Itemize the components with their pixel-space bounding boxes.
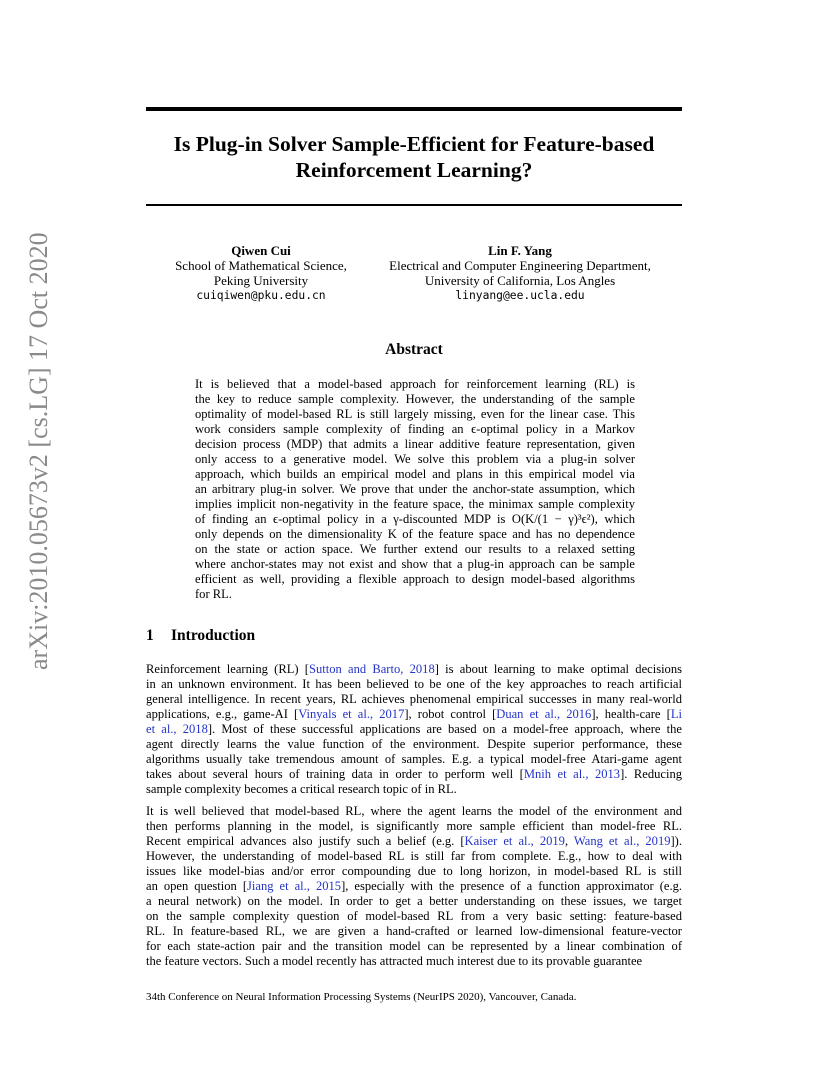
- abstract-line: It is believed that a model-based approach for reinforcement learning (RL) is: [195, 377, 635, 391]
- citation-link[interactable]: Mnih et al., 2013: [523, 767, 621, 781]
- abstract-line: decision process (MDP) that admits a linear additive feature representation, given: [195, 437, 635, 451]
- intro-paragraph-2: [146, 804, 682, 969]
- citation-link[interactable]: Wang et al., 2019: [573, 834, 671, 848]
- abstract-line: efficient as well, providing a flexible approach to design model-based algorithms: [195, 572, 635, 586]
- abstract-line: the key to reduce sample complexity. However, the understanding of the sample: [195, 392, 635, 406]
- citation-link[interactable]: Sutton and Barto, 2018: [308, 662, 435, 676]
- section-number: 1: [146, 627, 154, 644]
- abstract-line: only depends on the dimensionality K of the feature space and has no dependence: [195, 527, 635, 541]
- author-email: cuiqiwen@pku.edu.cn: [196, 289, 326, 302]
- abstract-line: approach, which builds an empirical model and plans in this empirical model via: [195, 467, 635, 481]
- abstract-heading: Abstract: [385, 341, 443, 358]
- abstract-line: on the state or action space. We further extend our results to a relaxed setting: [195, 542, 635, 556]
- title-rule-top: [146, 107, 682, 111]
- text-line: However, the understanding of model-based RL is still far from complete. E.g., how to deal with: [146, 849, 682, 863]
- abstract-line: optimality of model-based RL is still largely missing, even for the linear case. This: [195, 407, 635, 421]
- text-line: applications, e.g., game-AI [Vinyals et al., 2017], robot control [Duan et al., 2016], health-care [Li: [146, 707, 682, 721]
- abstract-line: implies implicit non-negativity in the feature space, the minimax sample complexity: [195, 497, 635, 511]
- text-line: RL. In feature-based RL, we are given a hand-crafted or learned low-dimensional feature-vector: [146, 924, 682, 938]
- title-rule-bottom: [146, 204, 682, 206]
- text-line: then performs planning in the model, is significantly more sample efficient than model-free RL.: [146, 819, 682, 833]
- arxiv-stamp: arXiv:2010.05673v2 [cs.LG] 17 Oct 2020: [24, 232, 53, 670]
- text-line: agent directly learns the value function of the environment. Despite superior performance, these: [146, 737, 682, 751]
- text-line: general intelligence. In recent years, RL achieves phenomenal empirical successes in many real-world: [146, 692, 682, 706]
- text-line: in an unknown environment. It has been believed to be one of the key approaches to reach artificial: [146, 677, 682, 691]
- text-line: et al., 2018]. Most of these successful applications are based on a model-free approach, where the: [146, 722, 682, 736]
- abstract-line: work considers sample complexity of finding an ϵ-optimal policy in a Markov: [195, 422, 635, 436]
- author-affiliation: School of Mathematical Science,: [175, 258, 347, 273]
- abstract-line: an arbitrary plug-in solver. We prove that under the anchor-state assumption, which: [195, 482, 635, 496]
- author-name: Qiwen Cui: [231, 243, 291, 258]
- abstract-line: where anchor-states may not exist and show that a plug-in approach can be sample: [195, 557, 635, 571]
- citation-link[interactable]: Duan et al., 2016: [496, 707, 592, 721]
- section-heading: [146, 627, 255, 645]
- text-line: on the sample complexity question of model-based RL from a very basic setting: feature-based: [146, 909, 682, 923]
- text-line: the feature vectors. Such a model recently has attracted much interest due to its provable guarantee: [146, 954, 643, 968]
- citation-link[interactable]: Kaiser et al., 2019: [464, 834, 565, 848]
- author-block: [160, 243, 362, 303]
- text-line: algorithms usually take tremendous amount of samples. E.g. a typical model-free Atari-game agent: [146, 752, 682, 766]
- title-line: Reinforcement Learning?: [295, 158, 533, 182]
- citation-link[interactable]: et al., 2018: [146, 722, 208, 736]
- author-affiliation: Peking University: [213, 273, 309, 288]
- abstract-body: [195, 377, 635, 602]
- author-name: Lin F. Yang: [488, 243, 552, 258]
- abstract-line: for RL.: [195, 587, 232, 601]
- abstract-line: of finding an ϵ-optimal policy in a γ-discounted MDP is O(K/(1 − γ)³ϵ²), which: [195, 512, 635, 526]
- text-line: Recent empirical advances also justify such a belief (e.g. [Kaiser et al., 2019, Wang et al., 2019]).: [146, 834, 682, 848]
- text-line: an open question [Jiang et al., 2015], especially with the presence of a function approximator (e.g.: [146, 879, 683, 893]
- text-line: It is well believed that model-based RL, where the agent learns the model of the environment and: [146, 804, 682, 818]
- intro-paragraph-1: [146, 662, 682, 797]
- author-affiliation: University of California, Los Angles: [424, 273, 616, 288]
- text-line: Reinforcement learning (RL) [Sutton and Barto, 2018] is about learning to make optimal decisions: [146, 662, 682, 676]
- citation-link[interactable]: Jiang et al., 2015: [247, 879, 342, 893]
- author-affiliation: Electrical and Computer Engineering Department,: [389, 258, 651, 273]
- abstract-line: only access to a generative model. We solve this problem via a plug-in solver: [195, 452, 635, 466]
- text-line: sample complexity becomes a critical research topic of in RL.: [146, 782, 457, 796]
- text-line: issues like model-bias and/or error compounding due to long horizon, in model-based RL is still: [146, 864, 682, 878]
- author-block: [372, 243, 668, 303]
- author-email: linyang@ee.ucla.edu: [455, 289, 585, 302]
- citation-link[interactable]: Vinyals et al., 2017: [298, 707, 405, 721]
- title-line: Is Plug-in Solver Sample-Efficient for Feature-based: [173, 132, 655, 156]
- citation-link[interactable]: Li: [670, 707, 682, 721]
- paper-title: [130, 131, 698, 183]
- text-line: a neural network) on the model. In order to get a better understanding on these issues, we target: [146, 894, 682, 908]
- section-title: Introduction: [171, 627, 256, 644]
- conference-footnote: 34th Conference on Neural Information Processing Systems (NeurIPS 2020), Vancouver, Canada.: [146, 991, 577, 1003]
- text-line: for each state-action pair and the transition model can be represented by a linear combination of: [146, 939, 682, 953]
- text-line: takes about several hours of training data in order to perform well [Mnih et al., 2013]. Reducing: [146, 767, 682, 781]
